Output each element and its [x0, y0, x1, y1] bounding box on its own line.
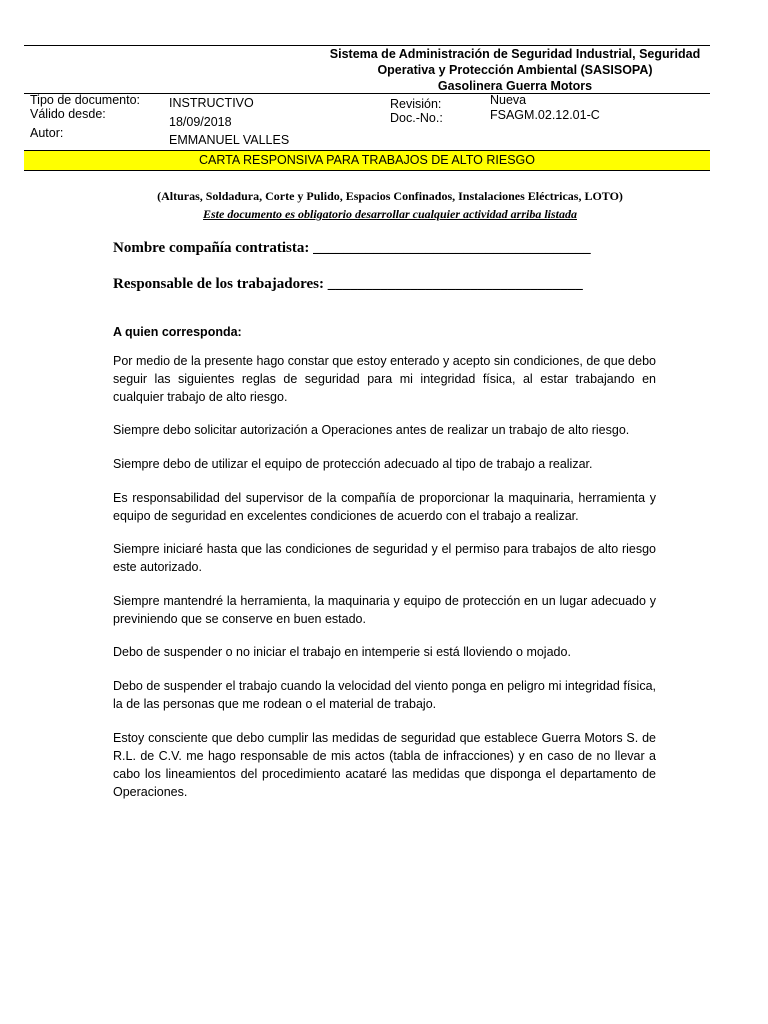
greeting: A quien corresponda: — [113, 325, 242, 339]
doc-no-label: Doc.-No.: — [390, 111, 443, 125]
paragraph-rule-5: Siempre mantendré la herramienta, la maquinaria y equipo de protección en un lugar adecuado y previniendo que se conserve en buen estado. — [113, 594, 656, 626]
header-title-line-1: Sistema de Administración de Seguridad Industrial, Seguridad — [329, 47, 701, 61]
doc-type-value: INSTRUCTIVO — [169, 96, 254, 110]
header-title — [320, 46, 710, 94]
revision-value: Nueva — [490, 93, 527, 107]
paragraph-rule-6: Debo de suspender o no iniciar el trabajo en intemperie si está lloviendo o mojado. — [113, 645, 571, 659]
revision-label: Revisión: — [390, 97, 442, 111]
author-label: Autor: — [30, 126, 64, 140]
paragraph-rule-2: Siempre debo de utilizar el equipo de protección adecuado al tipo de trabajo a realizar. — [113, 457, 593, 471]
header-title-line-2: Operativa y Protección Ambiental (SASISOPA) — [377, 63, 653, 77]
company-name-field: Nombre compañía contratista: _____________________________________ — [113, 240, 591, 256]
valid-from-value: 18/09/2018 — [169, 115, 232, 129]
paragraph-rule-4: Siempre iniciaré hasta que las condiciones de seguridad y el permiso para trabajos de alto riesgo este autorizado. — [113, 542, 656, 574]
document-title-banner: CARTA RESPONSIVA PARA TRABAJOS DE ALTO RIESGO — [24, 150, 710, 171]
paragraph-rule-1: Siempre debo solicitar autorización a Operaciones antes de realizar un trabajo de alto riesgo. — [113, 423, 630, 437]
paragraph-intro: Por medio de la presente hago constar que estoy enterado y acepto sin condiciones, de que debo seguir las siguientes reglas de seguridad para mi integridad física, al estar trabajando en cualquier trabajo de alto riesgo. — [113, 354, 656, 404]
responsible-field: Responsable de los trabajadores: __________________________________ — [113, 276, 583, 292]
doc-no-value: FSAGM.02.12.01-C — [490, 108, 600, 122]
paragraph-rule-7: Debo de suspender el trabajo cuando la velocidad del viento ponga en peligro mi integridad física, la de las personas que me rodean o el material de trabajo. — [113, 679, 656, 711]
paragraph-rule-3: Es responsabilidad del supervisor de la compañía de proporcionar la maquinaria, herramienta y equipo de seguridad en excelentes condiciones de acuerdo con el trabajo a realizar. — [113, 491, 656, 523]
header-title-line-3: Gasolinera Guerra Motors — [437, 79, 593, 93]
doc-type-label: Tipo de documento: — [30, 93, 141, 107]
valid-from-label: Válido desde: — [30, 107, 106, 121]
author-value: EMMANUEL VALLES — [169, 133, 290, 147]
scope-note: Este documento es obligatorio desarrollar cualquier actividad arriba listada — [202, 207, 577, 221]
scope-activities: (Alturas, Soldadura, Corte y Pulido, Espacios Confinados, Instalaciones Eléctricas, LOTO) — [157, 189, 623, 203]
paragraph-commitment: Estoy consciente que debo cumplir las medidas de seguridad que establece Guerra Motors S. de R.L. de C.V. me hago responsable de mis actos (tabla de infracciones) y en caso de no llevar a cabo los lineamientos del procedimiento acataré las medidas que disponga el departamento de Operaciones. — [113, 731, 656, 799]
